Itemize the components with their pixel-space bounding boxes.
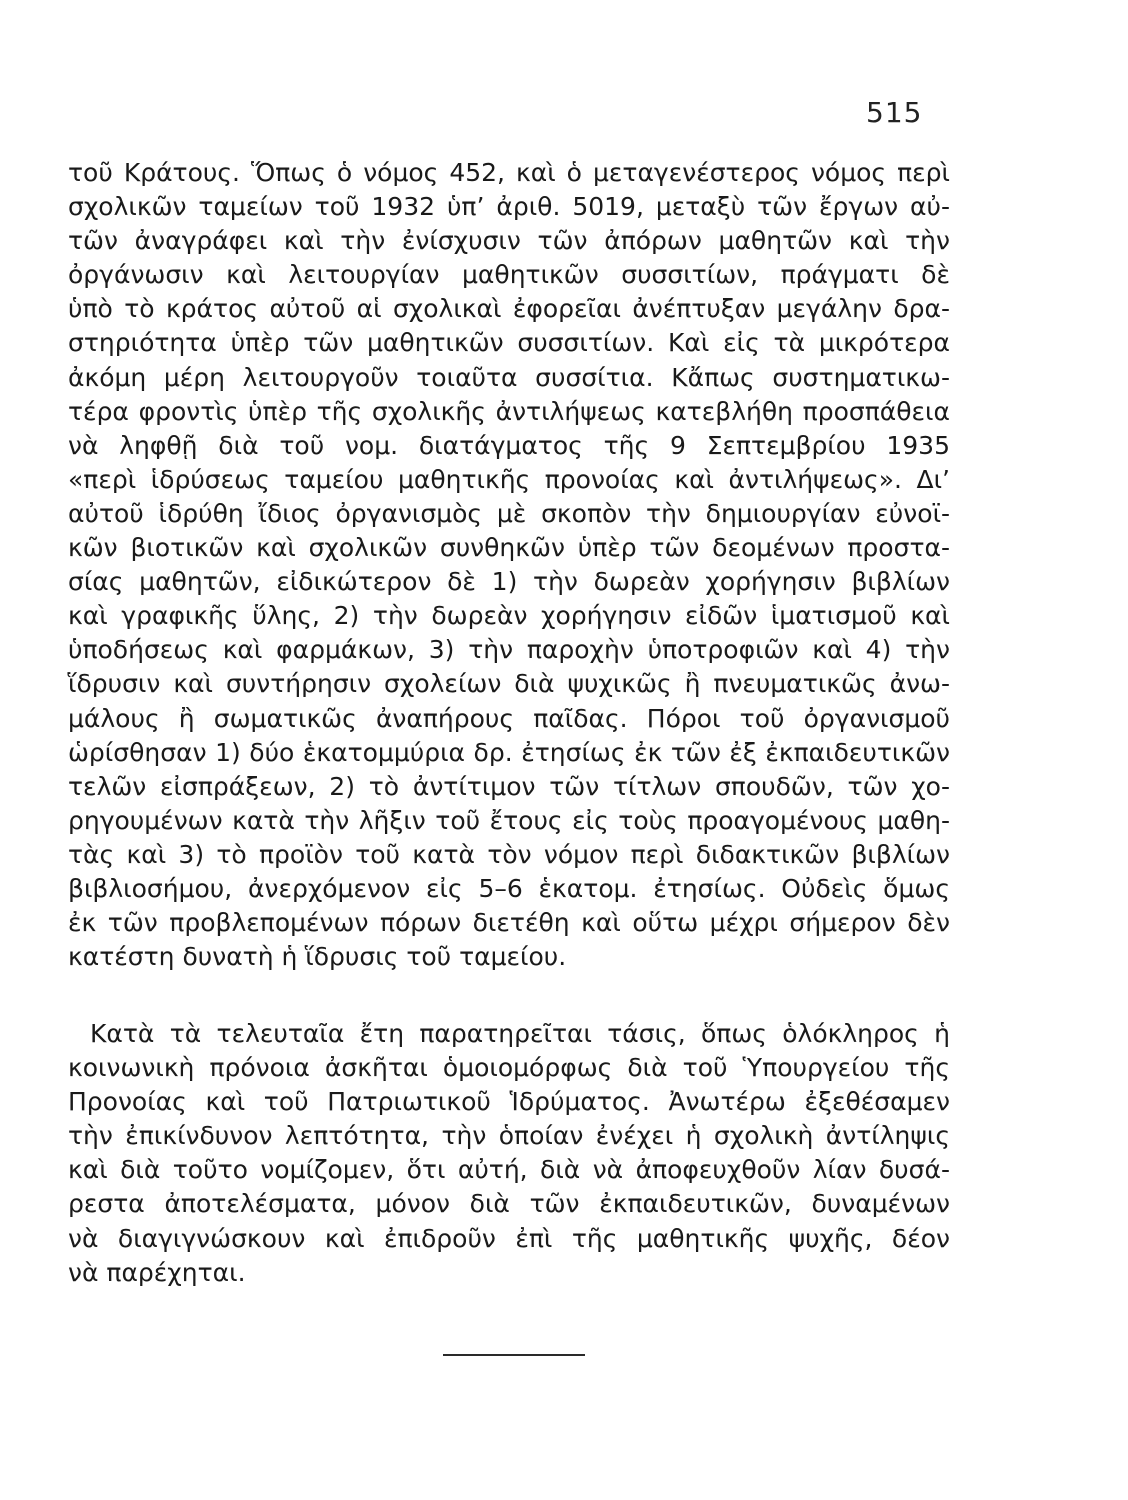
paragraph-1 xyxy=(68,156,950,974)
text-line: κατέστη δυνατὴ ἡ ἵδρυσις τοῦ ταμείου. xyxy=(68,942,567,972)
text-line: αὐτοῦ ἱδρύθη ἴδιος ὀργανισμὸς μὲ σκοπὸν τὴν δημιουργίαν εὐνοϊ- xyxy=(68,498,950,528)
text-line: «περὶ ἱδρύσεως ταμείου μαθητικῆς προνοίας καὶ ἀντιλήψεως». Δι’ xyxy=(68,464,950,494)
text-line: τοῦ Κράτους. Ὅπως ὁ νόμος 452, καὶ ὁ μεταγενέστερος νόμος περὶ xyxy=(68,158,950,187)
paragraph-2 xyxy=(68,1017,950,1290)
text-line: ἀκόμη μέρη λειτουργοῦν τοιαῦτα συσσίτια. Κἄπως συστηματικω- xyxy=(68,362,950,392)
text-line: Κατὰ τὰ τελευταῖα ἔτη παρατηρεῖται τάσις, ὅπως ὁλόκληρος ἡ xyxy=(90,1019,950,1048)
text-line: ὀργάνωσιν καὶ λειτουργίαν μαθητικῶν συσσιτίων, πράγματι δὲ xyxy=(68,260,950,290)
text-line: ὡρίσθησαν 1) δύο ἑκατομμύρια δρ. ἐτησίως ἐκ τῶν ἐξ ἐκπαιδευτικῶν xyxy=(68,737,950,767)
text-line: ρηγουμένων κατὰ τὴν λῆξιν τοῦ ἔτους εἰς τοὺς προαγομένους μαθη- xyxy=(68,805,950,835)
text-line: νὰ ληφθῇ διὰ τοῦ νομ. διατάγματος τῆς 9 Σεπτεμβρίου 1935 xyxy=(68,430,950,460)
text-line: νὰ παρέχηται. xyxy=(68,1257,246,1287)
text-line: μάλους ἢ σωματικῶς ἀναπήρους παῖδας. Πόροι τοῦ ὀργανισμοῦ xyxy=(68,703,950,733)
text-line: σχολικῶν ταμείων τοῦ 1932 ὑπ’ ἀριθ. 5019, μεταξὺ τῶν ἔργων αὐ- xyxy=(68,192,950,222)
text-line: ρεστα ἀποτελέσματα, μόνον διὰ τῶν ἐκπαιδευτικῶν, δυναμένων xyxy=(68,1189,950,1219)
text-line: τῶν ἀναγράφει καὶ τὴν ἐνίσχυσιν τῶν ἀπόρων μαθητῶν καὶ τὴν xyxy=(68,226,950,256)
text-line: Προνοίας καὶ τοῦ Πατριωτικοῦ Ἱδρύματος. Ἀνωτέρω ἐξεθέσαμεν xyxy=(68,1087,950,1117)
text-line: στηριότητα ὑπὲρ τῶν μαθητικῶν συσσιτίων. Καὶ εἰς τὰ μικρότερα xyxy=(68,328,950,358)
text-line: βιβλιοσήμου, ἀνερχόμενον εἰς 5–6 ἑκατομ. ἐτησίως. Οὐδεὶς ὅμως xyxy=(68,873,950,903)
text-line: τὰς καὶ 3) τὸ προϊὸν τοῦ κατὰ τὸν νόμον περὶ διδακτικῶν βιβλίων xyxy=(68,839,950,869)
text-line: κῶν βιοτικῶν καὶ σχολικῶν συνθηκῶν ὑπὲρ τῶν δεομένων προστα- xyxy=(68,533,950,563)
text-line: ἵδρυσιν καὶ συντήρησιν σχολείων διὰ ψυχικῶς ἢ πνευματικῶς ἀνω- xyxy=(68,669,950,699)
text-line: ἐκ τῶν προβλεπομένων πόρων διετέθη καὶ οὕτω μέχρι σήμερον δὲν xyxy=(68,908,950,938)
text-line: σίας μαθητῶν, εἰδικώτερον δὲ 1) τὴν δωρεὰν χορήγησιν βιβλίων xyxy=(68,567,950,597)
text-line: τελῶν εἰσπράξεων, 2) τὸ ἀντίτιμον τῶν τίτλων σπουδῶν, τῶν χο- xyxy=(68,771,950,801)
text-line: τὴν ἐπικίνδυνον λεπτότητα, τὴν ὁποίαν ἐνέχει ἡ σχολικὴ ἀντίληψις xyxy=(68,1121,950,1151)
section-end-rule xyxy=(443,1354,585,1356)
text-line: ὑποδήσεως καὶ φαρμάκων, 3) τὴν παροχὴν ὑποτροφιῶν καὶ 4) τὴν xyxy=(68,635,950,665)
text-line: ὑπὸ τὸ κράτος αὐτοῦ αἱ σχολικαὶ ἐφορεῖαι ἀνέπτυξαν μεγάλην δρα- xyxy=(68,294,950,324)
text-line: νὰ διαγιγνώσκουν καὶ ἐπιδροῦν ἐπὶ τῆς μαθητικῆς ψυχῆς, δέον xyxy=(68,1223,950,1253)
text-line: κοινωνικὴ πρόνοια ἀσκῆται ὁμοιομόρφως διὰ τοῦ Ὑπουργείου τῆς xyxy=(68,1053,950,1083)
page-number: 515 xyxy=(866,96,923,129)
text-line: καὶ γραφικῆς ὕλης, 2) τὴν δωρεὰν χορήγησιν εἰδῶν ἱματισμοῦ καὶ xyxy=(68,601,950,631)
text-line: καὶ διὰ τοῦτο νομίζομεν, ὅτι αὐτή, διὰ νὰ ἀποφευχθοῦν λίαν δυσά- xyxy=(68,1155,950,1185)
text-line: τέρα φροντὶς ὑπὲρ τῆς σχολικῆς ἀντιλήψεως κατεβλήθη προσπάθεια xyxy=(68,396,950,426)
